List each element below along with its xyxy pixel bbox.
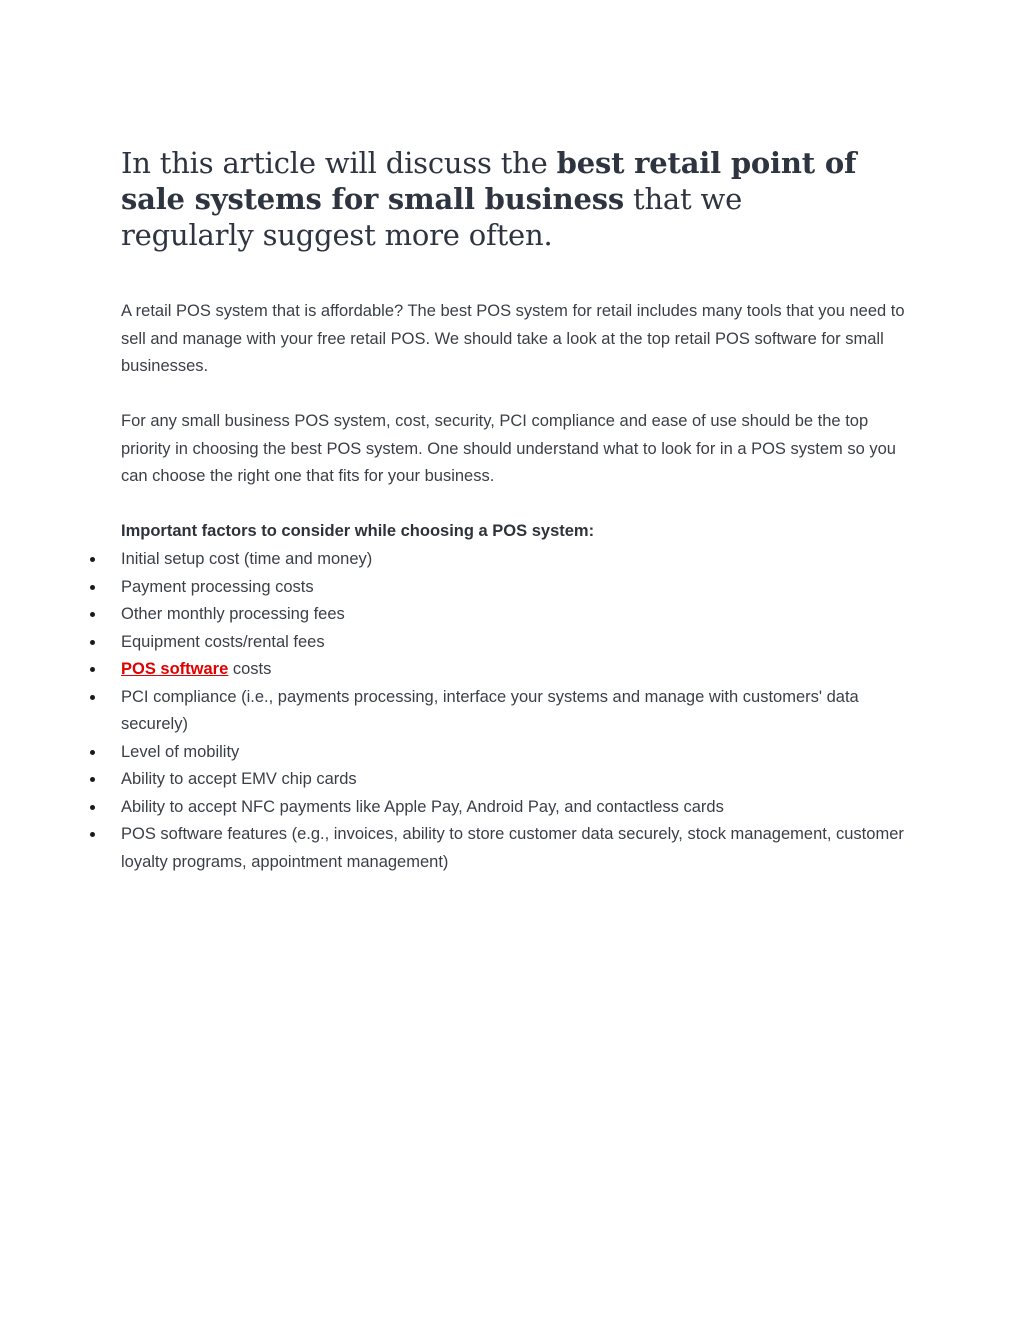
list-item <box>121 656 911 684</box>
list-item <box>121 574 911 602</box>
list-item <box>121 794 911 822</box>
list-item <box>121 629 911 657</box>
list-item-text: Payment processing costs <box>121 577 314 596</box>
list-item <box>121 766 911 794</box>
list-item-text: Initial setup cost (time and money) <box>121 550 373 568</box>
article-heading <box>121 145 881 253</box>
heading-emphasis: best retail point of sale systems for small business <box>121 146 857 216</box>
heading-outro: that we regularly suggest more often. <box>121 182 743 252</box>
factors-list <box>121 546 911 876</box>
heading-intro: In this article will discuss the <box>121 146 557 180</box>
bullet-icon <box>90 805 95 810</box>
bullet-icon <box>90 640 95 645</box>
bullet-icon <box>90 667 95 672</box>
bullet-icon <box>90 612 95 617</box>
bullet-icon <box>90 585 95 590</box>
list-item <box>121 739 911 767</box>
pos-software-link[interactable]: POS software <box>121 660 229 678</box>
list-item-text: Ability to accept NFC payments like Apple Pay, Android Pay, and contactless cards <box>121 797 724 816</box>
list-item-text: costs <box>228 660 272 678</box>
factors-title: Important factors to consider while choosing a POS system: <box>121 522 595 540</box>
bullet-icon <box>90 695 95 700</box>
bullet-icon <box>90 750 95 755</box>
bullet-icon <box>90 832 95 837</box>
list-item-text: Other monthly processing fees <box>121 605 345 623</box>
bullet-icon <box>90 777 95 782</box>
list-item <box>121 684 911 739</box>
list-item-text: Equipment costs/rental fees <box>121 632 325 651</box>
list-item-text: Ability to accept EMV chip cards <box>121 770 357 788</box>
list-item-text: POS software features (e.g., invoices, ability to store customer data securely, stock management, customer loyalty programs, appointment management) <box>121 825 904 871</box>
intro-paragraph: A retail POS system that is affordable? The best POS system for retail includes many tools that you need to sell and manage with your free retail POS. We should take a look at the top retail POS software for small businesses. <box>121 302 905 375</box>
list-item-text: Level of mobility <box>121 742 240 761</box>
bullet-icon <box>90 557 95 562</box>
list-item-text: PCI compliance (i.e., payments processing, interface your systems and manage with customers' data securely) <box>121 687 859 733</box>
list-item <box>121 821 911 876</box>
list-item <box>121 546 911 574</box>
list-item <box>121 601 911 629</box>
priority-paragraph: For any small business POS system, cost, security, PCI compliance and ease of use should be the top priority in choosing the best POS system. One should understand what to look for in a POS system so you can choose the right one that fits for your business. <box>121 412 896 485</box>
